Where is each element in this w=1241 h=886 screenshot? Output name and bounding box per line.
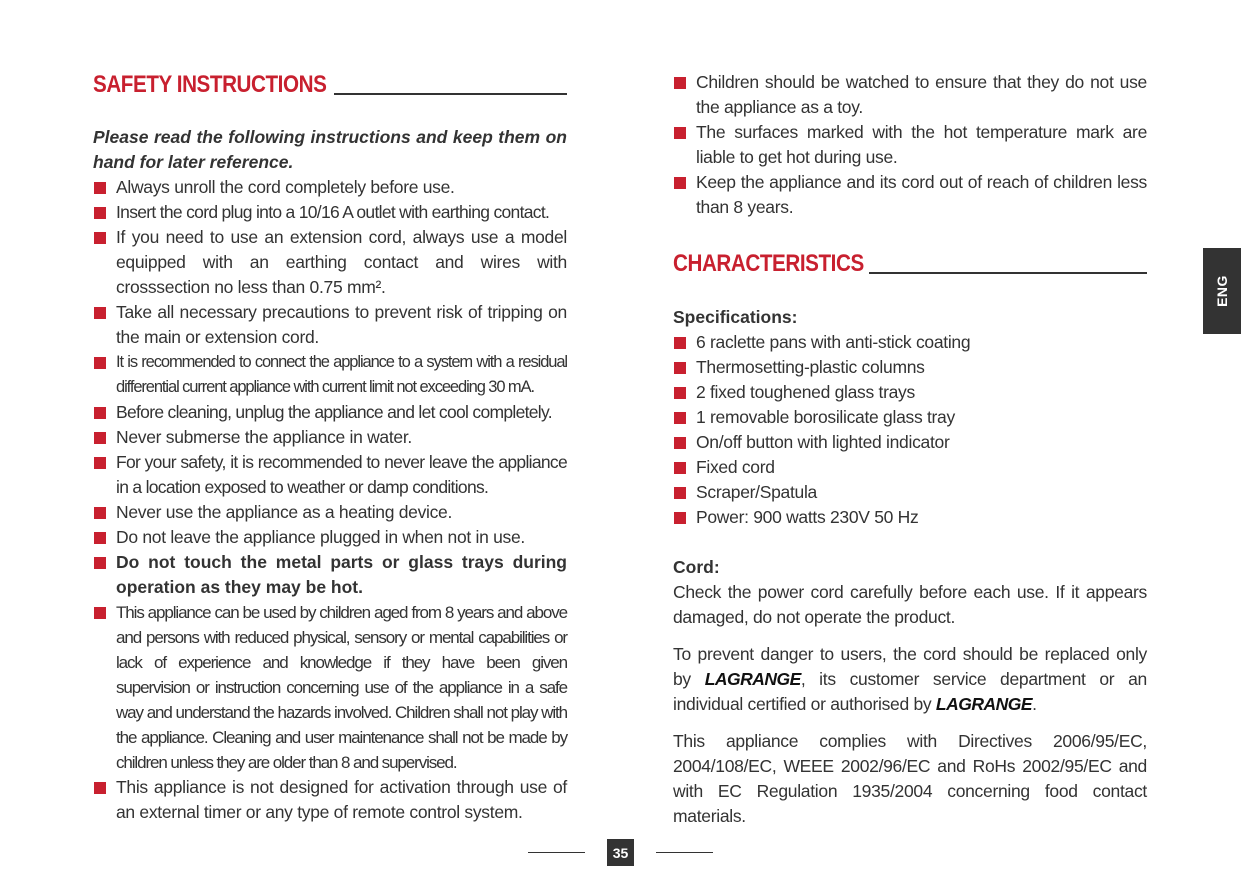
bullet-square-icon [674, 127, 686, 139]
list-item: If you need to use an extension cord, always use a model equipped with an earthing contact and wires with crosssection no less than 0.75 mm². [93, 225, 567, 300]
language-tab: ENG [1203, 248, 1241, 334]
bullet-square-icon [674, 487, 686, 499]
bullet-square-icon [674, 362, 686, 374]
list-item: It is recommended to connect the appliance to a system with a residual differential current appliance with current limit not exceeding 30 mA. [93, 350, 567, 400]
safety-intro: Please read the following instructions and keep them on hand for later reference. [93, 127, 567, 172]
cord-paragraph: Check the power cord carefully before each use. If it appears damaged, do not operate the product. [673, 582, 1147, 627]
bullet-square-icon [94, 207, 106, 219]
list-item: This appliance can be used by children aged from 8 years and above and persons with reduced physical, sensory or mental capabilities or lack of experience and knowledge if they have been given supervision or instruction concerning use of the appliance in a safe way and understand the hazards involved. Children shall not play with the appliance. Cleaning and user maintenance shall not be made by children unless they are older than 8 and supervised. [93, 600, 567, 775]
list-item: The surfaces marked with the hot temperature mark are liable to get hot during use. [673, 120, 1147, 170]
page-divider-left [528, 852, 585, 853]
bullet-square-icon [94, 607, 106, 619]
bullet-square-icon [94, 232, 106, 244]
list-item: Insert the cord plug into a 10/16 A outlet with earthing contact. [93, 200, 567, 225]
list-item: Never submerse the appliance in water. [93, 425, 567, 450]
bullet-square-icon [674, 387, 686, 399]
safety-title: SAFETY INSTRUCTIONS [93, 71, 327, 98]
cord-label: Cord: [673, 557, 720, 577]
bullet-square-icon [674, 77, 686, 89]
bullet-square-icon [94, 557, 106, 569]
spec-item: 6 raclette pans with anti-stick coating [673, 330, 1147, 355]
list-item: Before cleaning, unplug the appliance and let cool completely. [93, 400, 567, 425]
list-item-warning: Do not touch the metal parts or glass trays during operation as they may be hot. [93, 550, 567, 600]
replacement-paragraph: To prevent danger to users, the cord should be replaced only by LAGRANGE, its customer service department or an individual certified or authorised by LAGRANGE. [673, 644, 1147, 714]
list-item: Do not leave the appliance plugged in when not in use. [93, 525, 567, 550]
list-item: Never use the appliance as a heating device. [93, 500, 567, 525]
bullet-square-icon [674, 437, 686, 449]
brand-name: LAGRANGE [935, 694, 1033, 714]
spec-item: 1 removable borosilicate glass tray [673, 405, 1147, 430]
characteristics-heading [673, 251, 1147, 277]
list-item: Always unroll the cord completely before use. [93, 175, 567, 200]
bullet-square-icon [674, 177, 686, 189]
spec-item: Thermosetting-plastic columns [673, 355, 1147, 380]
directives-paragraph: This appliance complies with Directives 2006/95/EC, 2004/108/EC, WEEE 2002/96/EC and RoHs 2002/95/EC and with EC Regulation 1935/2004 concerning food contact materials. [673, 731, 1147, 826]
spec-item: Power: 900 watts 230V 50 Hz [673, 505, 1147, 530]
brand-name: LAGRANGE [704, 669, 801, 689]
bullet-square-icon [674, 412, 686, 424]
bullet-square-icon [94, 432, 106, 444]
bullet-square-icon [94, 782, 106, 794]
bullet-square-icon [94, 357, 106, 369]
page-divider-right [656, 852, 713, 853]
safety-heading [93, 72, 567, 98]
spec-item: 2 fixed toughened glass trays [673, 380, 1147, 405]
bullet-square-icon [94, 182, 106, 194]
spec-item: Scraper/Spatula [673, 480, 1147, 505]
bullet-square-icon [94, 457, 106, 469]
characteristics-title: CHARACTERISTICS [673, 250, 864, 277]
list-item: This appliance is not designed for activation through use of an external timer or any type of remote control system. [93, 775, 567, 825]
list-item: Keep the appliance and its cord out of reach of children less than 8 years. [673, 170, 1147, 220]
spec-item: On/off button with lighted indicator [673, 430, 1147, 455]
heading-rule [334, 93, 567, 95]
spec-item: Fixed cord [673, 455, 1147, 480]
heading-rule [869, 272, 1147, 274]
list-item: Take all necessary precautions to prevent risk of tripping on the main or extension cord. [93, 300, 567, 350]
bullet-square-icon [94, 507, 106, 519]
bullet-square-icon [674, 462, 686, 474]
specifications-label: Specifications: [673, 307, 798, 327]
bullet-square-icon [94, 532, 106, 544]
bullet-square-icon [94, 407, 106, 419]
page-number: 35 [607, 839, 634, 866]
list-item: Children should be watched to ensure that they do not use the appliance as a toy. [673, 70, 1147, 120]
bullet-square-icon [94, 307, 106, 319]
bullet-square-icon [674, 337, 686, 349]
bullet-square-icon [674, 512, 686, 524]
list-item: For your safety, it is recommended to never leave the appliance in a location exposed to weather or damp conditions. [93, 450, 567, 500]
